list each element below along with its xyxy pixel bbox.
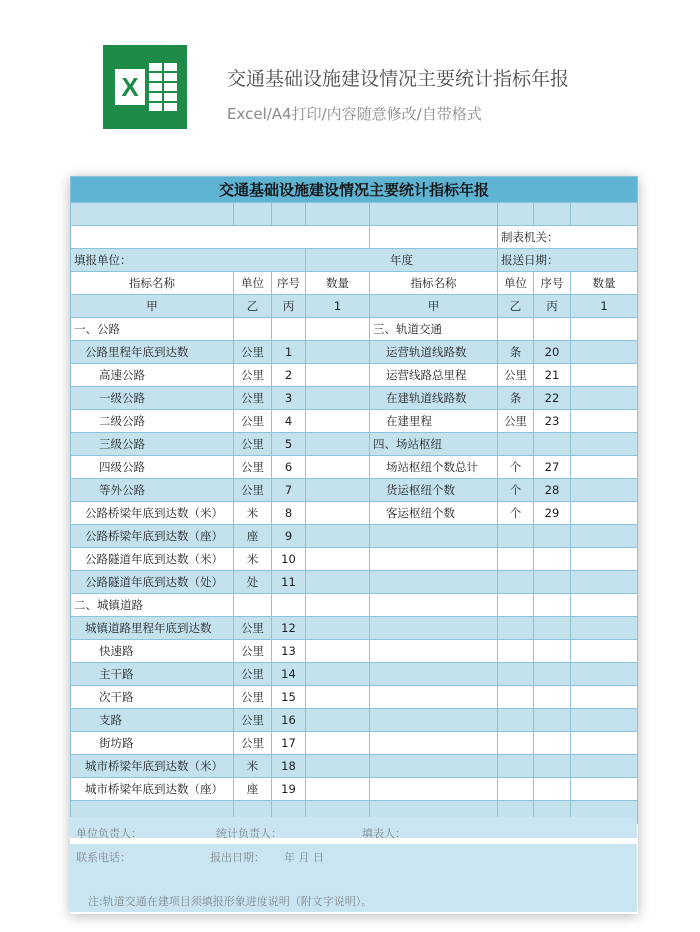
right-name-cell: 运营轨道线路数 bbox=[370, 341, 498, 364]
col-code-seq: 丙 bbox=[272, 295, 306, 318]
right-seq-cell: 29 bbox=[534, 502, 571, 525]
date-label: 报送日期： bbox=[498, 249, 638, 272]
right-seq-cell: 23 bbox=[534, 410, 571, 433]
table-row bbox=[71, 778, 638, 801]
right-seq-cell bbox=[534, 686, 571, 709]
right-unit-cell bbox=[498, 318, 534, 341]
left-qty-cell bbox=[306, 571, 370, 594]
left-name-cell: 公路隧道年底到达数（米） bbox=[71, 548, 234, 571]
right-name-cell bbox=[370, 732, 498, 755]
left-qty-cell bbox=[306, 548, 370, 571]
table-row bbox=[71, 640, 638, 663]
spreadsheet-grid-icon bbox=[149, 63, 177, 111]
col-code-qty: 1 bbox=[306, 295, 370, 318]
table-row bbox=[71, 686, 638, 709]
left-seq-cell: 1 bbox=[272, 341, 306, 364]
right-unit-cell bbox=[498, 709, 534, 732]
table-row bbox=[71, 548, 638, 571]
left-seq-cell: 3 bbox=[272, 387, 306, 410]
right-name-cell: 三、轨道交通 bbox=[370, 318, 498, 341]
right-seq-cell bbox=[534, 663, 571, 686]
left-unit-cell: 公里 bbox=[234, 663, 272, 686]
right-unit-cell bbox=[498, 686, 534, 709]
footer-note: 注:轨道交通在建项目须填报形象进度说明（附文字说明）。 bbox=[88, 895, 373, 908]
left-unit-cell: 公里 bbox=[234, 433, 272, 456]
col-code-seq: 丙 bbox=[534, 295, 571, 318]
left-name-cell: 一级公路 bbox=[71, 387, 234, 410]
meta-row-org bbox=[71, 226, 638, 249]
right-qty-cell bbox=[571, 548, 638, 571]
left-seq-cell: 14 bbox=[272, 663, 306, 686]
org-label: 制表机关： bbox=[498, 226, 638, 249]
left-name-cell: 街坊路 bbox=[71, 732, 234, 755]
right-unit-cell bbox=[498, 663, 534, 686]
right-seq-cell bbox=[534, 594, 571, 617]
right-unit-cell bbox=[498, 640, 534, 663]
right-seq-cell bbox=[534, 640, 571, 663]
left-name-cell: 主干路 bbox=[71, 663, 234, 686]
left-qty-cell bbox=[306, 617, 370, 640]
right-seq-cell bbox=[534, 709, 571, 732]
left-name-cell: 三级公路 bbox=[71, 433, 234, 456]
right-qty-cell bbox=[571, 433, 638, 456]
left-seq-cell: 10 bbox=[272, 548, 306, 571]
left-name-cell: 快速路 bbox=[71, 640, 234, 663]
table-row bbox=[71, 732, 638, 755]
right-seq-cell bbox=[534, 525, 571, 548]
left-qty-cell bbox=[306, 709, 370, 732]
left-qty-cell bbox=[306, 525, 370, 548]
left-unit-cell: 公里 bbox=[234, 709, 272, 732]
left-unit-cell: 公里 bbox=[234, 732, 272, 755]
right-unit-cell bbox=[498, 617, 534, 640]
table-row bbox=[71, 709, 638, 732]
table-row bbox=[71, 663, 638, 686]
table-row bbox=[71, 364, 638, 387]
col-header-name: 指标名称 bbox=[71, 272, 234, 295]
left-name-cell: 次干路 bbox=[71, 686, 234, 709]
right-name-cell bbox=[370, 709, 498, 732]
right-seq-cell: 22 bbox=[534, 387, 571, 410]
left-name-cell: 公路里程年底到达数 bbox=[71, 341, 234, 364]
col-code-unit: 乙 bbox=[498, 295, 534, 318]
left-qty-cell bbox=[306, 778, 370, 801]
left-seq-cell: 5 bbox=[272, 433, 306, 456]
left-unit-cell: 公里 bbox=[234, 479, 272, 502]
right-unit-cell bbox=[498, 594, 534, 617]
left-name-cell: 城镇道路里程年底到达数 bbox=[71, 617, 234, 640]
left-unit-cell: 座 bbox=[234, 778, 272, 801]
right-name-cell bbox=[370, 571, 498, 594]
right-unit-cell: 条 bbox=[498, 387, 534, 410]
left-qty-cell bbox=[306, 387, 370, 410]
left-unit-cell: 处 bbox=[234, 571, 272, 594]
right-qty-cell bbox=[571, 571, 638, 594]
col-header-seq: 序号 bbox=[272, 272, 306, 295]
right-name-cell bbox=[370, 640, 498, 663]
right-seq-cell bbox=[534, 617, 571, 640]
right-seq-cell: 20 bbox=[534, 341, 571, 364]
right-unit-cell: 个 bbox=[498, 502, 534, 525]
table-row bbox=[71, 594, 638, 617]
left-unit-cell: 公里 bbox=[234, 617, 272, 640]
left-seq-cell: 2 bbox=[272, 364, 306, 387]
col-header-unit: 单位 bbox=[498, 272, 534, 295]
left-qty-cell bbox=[306, 732, 370, 755]
right-unit-cell: 公里 bbox=[498, 364, 534, 387]
left-unit-cell: 公里 bbox=[234, 456, 272, 479]
table-row bbox=[71, 571, 638, 594]
right-name-cell: 运营线路总里程 bbox=[370, 364, 498, 387]
right-name-cell: 四、场站枢纽 bbox=[370, 433, 498, 456]
spreadsheet bbox=[70, 176, 638, 914]
right-qty-cell bbox=[571, 640, 638, 663]
footer-head-label: 单位负责人： bbox=[76, 827, 142, 840]
left-unit-cell: 座 bbox=[234, 525, 272, 548]
right-unit-cell bbox=[498, 571, 534, 594]
table-row bbox=[71, 617, 638, 640]
left-qty-cell bbox=[306, 341, 370, 364]
left-unit-cell bbox=[234, 594, 272, 617]
table-row bbox=[71, 341, 638, 364]
right-name-cell bbox=[370, 525, 498, 548]
right-qty-cell bbox=[571, 594, 638, 617]
left-unit-cell: 公里 bbox=[234, 410, 272, 433]
right-seq-cell bbox=[534, 778, 571, 801]
right-qty-cell bbox=[571, 709, 638, 732]
left-seq-cell bbox=[272, 594, 306, 617]
left-seq-cell: 8 bbox=[272, 502, 306, 525]
right-qty-cell bbox=[571, 364, 638, 387]
right-name-cell: 在建轨道线路数 bbox=[370, 387, 498, 410]
left-qty-cell bbox=[306, 479, 370, 502]
col-code-qty: 1 bbox=[571, 295, 638, 318]
right-qty-cell bbox=[571, 502, 638, 525]
column-header-row bbox=[71, 272, 638, 295]
left-unit-cell: 米 bbox=[234, 548, 272, 571]
footer-stat-label: 统计负责人： bbox=[216, 827, 282, 840]
footer-signatures bbox=[70, 822, 637, 844]
right-seq-cell bbox=[534, 571, 571, 594]
left-unit-cell: 公里 bbox=[234, 387, 272, 410]
left-seq-cell: 6 bbox=[272, 456, 306, 479]
right-qty-cell bbox=[571, 318, 638, 341]
left-unit-cell: 米 bbox=[234, 502, 272, 525]
right-unit-cell bbox=[498, 732, 534, 755]
right-seq-cell: 27 bbox=[534, 456, 571, 479]
page-subtitle: Excel/A4打印/内容随意修改/自带格式 bbox=[227, 105, 482, 123]
right-qty-cell bbox=[571, 686, 638, 709]
footer-phone-label: 联系电话： bbox=[76, 851, 131, 864]
left-name-cell: 公路桥梁年底到达数（米） bbox=[71, 502, 234, 525]
right-name-cell bbox=[370, 594, 498, 617]
col-header-qty: 数量 bbox=[571, 272, 638, 295]
table-row bbox=[71, 387, 638, 410]
right-name-cell bbox=[370, 663, 498, 686]
excel-x-glyph: X bbox=[115, 69, 145, 105]
left-qty-cell bbox=[306, 594, 370, 617]
left-seq-cell: 7 bbox=[272, 479, 306, 502]
right-unit-cell: 个 bbox=[498, 456, 534, 479]
col-header-unit: 单位 bbox=[234, 272, 272, 295]
left-qty-cell bbox=[306, 456, 370, 479]
right-unit-cell: 个 bbox=[498, 479, 534, 502]
left-unit-cell bbox=[234, 318, 272, 341]
table-row bbox=[71, 755, 638, 778]
table-row bbox=[71, 525, 638, 548]
left-name-cell: 等外公路 bbox=[71, 479, 234, 502]
left-name-cell: 高速公路 bbox=[71, 364, 234, 387]
left-qty-cell bbox=[306, 640, 370, 663]
footer-row-contact bbox=[70, 844, 637, 867]
table-row bbox=[71, 502, 638, 525]
right-name-cell bbox=[370, 755, 498, 778]
footer-spacer bbox=[70, 867, 637, 887]
right-qty-cell bbox=[571, 410, 638, 433]
left-unit-cell: 公里 bbox=[234, 640, 272, 663]
right-seq-cell: 28 bbox=[534, 479, 571, 502]
right-qty-cell bbox=[571, 617, 638, 640]
left-seq-cell: 16 bbox=[272, 709, 306, 732]
footer-date-placeholder: 年 月 日 bbox=[284, 851, 324, 864]
right-seq-cell bbox=[534, 318, 571, 341]
right-name-cell: 场站枢纽个数总计 bbox=[370, 456, 498, 479]
left-seq-cell: 4 bbox=[272, 410, 306, 433]
left-seq-cell: 15 bbox=[272, 686, 306, 709]
left-unit-cell: 公里 bbox=[234, 364, 272, 387]
right-unit-cell bbox=[498, 433, 534, 456]
left-seq-cell: 11 bbox=[272, 571, 306, 594]
right-qty-cell bbox=[571, 755, 638, 778]
right-seq-cell bbox=[534, 755, 571, 778]
table-row bbox=[71, 318, 638, 341]
footer-report-date-label: 报出日期： bbox=[210, 851, 265, 864]
left-name-cell: 二级公路 bbox=[71, 410, 234, 433]
right-unit-cell bbox=[498, 548, 534, 571]
left-seq-cell: 18 bbox=[272, 755, 306, 778]
right-seq-cell bbox=[534, 732, 571, 755]
left-qty-cell bbox=[306, 364, 370, 387]
left-name-cell: 支路 bbox=[71, 709, 234, 732]
left-qty-cell bbox=[306, 686, 370, 709]
right-name-cell bbox=[370, 778, 498, 801]
right-unit-cell bbox=[498, 525, 534, 548]
left-seq-cell: 13 bbox=[272, 640, 306, 663]
left-name-cell: 公路隧道年底到达数（处） bbox=[71, 571, 234, 594]
left-seq-cell: 9 bbox=[272, 525, 306, 548]
col-code-name: 甲 bbox=[370, 295, 498, 318]
empty-row bbox=[71, 203, 638, 226]
col-header-seq: 序号 bbox=[534, 272, 571, 295]
right-qty-cell bbox=[571, 387, 638, 410]
right-qty-cell bbox=[571, 456, 638, 479]
col-header-name: 指标名称 bbox=[370, 272, 498, 295]
right-qty-cell bbox=[571, 778, 638, 801]
left-name-cell: 城市桥梁年底到达数（座） bbox=[71, 778, 234, 801]
year-label: 年度 bbox=[306, 249, 498, 272]
left-name-cell: 公路桥梁年底到达数（座） bbox=[71, 525, 234, 548]
right-unit-cell bbox=[498, 755, 534, 778]
right-seq-cell bbox=[534, 548, 571, 571]
right-unit-cell: 公里 bbox=[498, 410, 534, 433]
left-qty-cell bbox=[306, 755, 370, 778]
left-name-cell: 四级公路 bbox=[71, 456, 234, 479]
table-row bbox=[71, 410, 638, 433]
report-table bbox=[70, 176, 638, 824]
left-qty-cell bbox=[306, 318, 370, 341]
left-qty-cell bbox=[306, 502, 370, 525]
right-name-cell: 客运枢纽个数 bbox=[370, 502, 498, 525]
right-seq-cell bbox=[534, 433, 571, 456]
table-row bbox=[71, 456, 638, 479]
right-qty-cell bbox=[571, 525, 638, 548]
left-seq-cell: 17 bbox=[272, 732, 306, 755]
right-name-cell bbox=[370, 548, 498, 571]
right-name-cell bbox=[370, 617, 498, 640]
left-unit-cell: 公里 bbox=[234, 686, 272, 709]
left-name-cell: 二、城镇道路 bbox=[71, 594, 234, 617]
col-code-name: 甲 bbox=[71, 295, 234, 318]
right-qty-cell bbox=[571, 479, 638, 502]
footer-filler-label: 填表人： bbox=[362, 827, 406, 840]
left-seq-cell: 19 bbox=[272, 778, 306, 801]
right-qty-cell bbox=[571, 663, 638, 686]
left-seq-cell bbox=[272, 318, 306, 341]
left-qty-cell bbox=[306, 433, 370, 456]
table-row bbox=[71, 479, 638, 502]
sheet-title: 交通基础设施建设情况主要统计指标年报 bbox=[71, 177, 638, 203]
table-row bbox=[71, 433, 638, 456]
excel-logo-icon bbox=[103, 45, 187, 129]
footer-row-note bbox=[70, 887, 637, 912]
right-unit-cell bbox=[498, 778, 534, 801]
left-unit-cell: 米 bbox=[234, 755, 272, 778]
unit-label: 填报单位： bbox=[71, 249, 306, 272]
right-qty-cell bbox=[571, 732, 638, 755]
left-qty-cell bbox=[306, 410, 370, 433]
right-qty-cell bbox=[571, 341, 638, 364]
right-name-cell bbox=[370, 686, 498, 709]
left-qty-cell bbox=[306, 663, 370, 686]
left-seq-cell: 12 bbox=[272, 617, 306, 640]
meta-row-unit bbox=[71, 249, 638, 272]
column-code-row bbox=[71, 295, 638, 318]
col-header-qty: 数量 bbox=[306, 272, 370, 295]
left-unit-cell: 公里 bbox=[234, 341, 272, 364]
page-title: 交通基础设施建设情况主要统计指标年报 bbox=[227, 68, 570, 90]
right-seq-cell: 21 bbox=[534, 364, 571, 387]
right-name-cell: 货运枢纽个数 bbox=[370, 479, 498, 502]
left-name-cell: 一、公路 bbox=[71, 318, 234, 341]
left-name-cell: 城市桥梁年底到达数（米） bbox=[71, 755, 234, 778]
right-name-cell: 在建里程 bbox=[370, 410, 498, 433]
right-unit-cell: 条 bbox=[498, 341, 534, 364]
col-code-unit: 乙 bbox=[234, 295, 272, 318]
